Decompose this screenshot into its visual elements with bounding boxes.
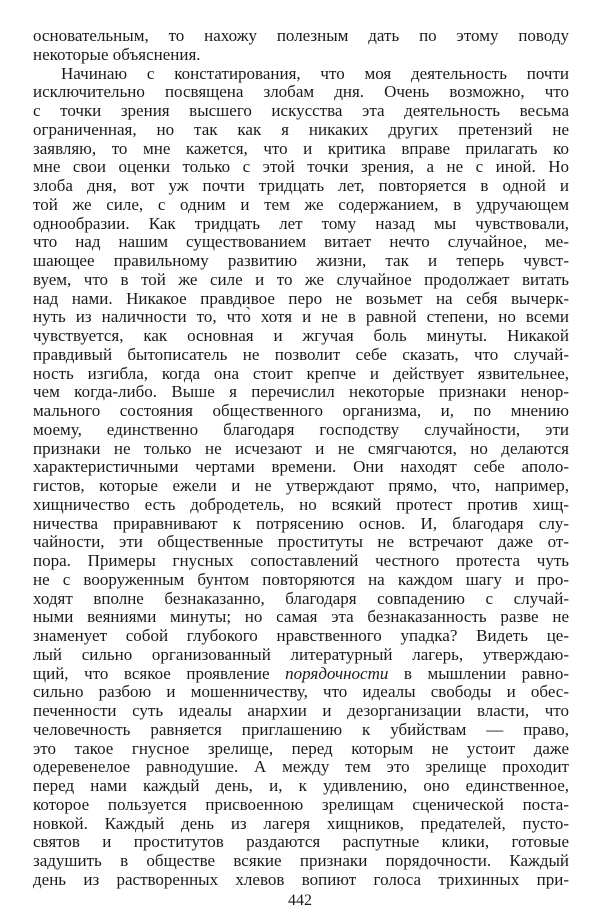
text-line: исключительно посвящена злобам дня. Очень возможно, что bbox=[33, 82, 569, 102]
text-line: перед нами каждый день, и, к удивлению, оно единственное, bbox=[33, 776, 569, 795]
text-line: ходят вполне безнаказанно, благодаря совпадению с случай- bbox=[33, 588, 569, 608]
text-line: мального состояния общественного организма, и, по мнению bbox=[33, 401, 569, 420]
text-line: пора. Примеры гнусных сопоставлений честного протеста чуть bbox=[33, 551, 569, 570]
text-line: которое пользуется присвоенною зрелищам сценической поста- bbox=[33, 794, 569, 814]
text-line: святов и проститутов раздаются распутные клики, готовые bbox=[33, 832, 569, 852]
text-line: сильно разбою и мошенничеству, что идеалы свободы и обес- bbox=[33, 682, 569, 702]
text-line: хищничество есть добродетель, но всякий протест против хищ- bbox=[33, 494, 569, 514]
text-line: чувствуется, как основная и жгучая боль минуты. Никакой bbox=[33, 326, 569, 345]
text-line: характеристичными чертами времени. Они находят себе аполо- bbox=[33, 457, 569, 477]
text-line: вуем, что в той же силе и то же случайное продолжает витать bbox=[33, 269, 569, 289]
text-line: ность изгибла, когда она стоит крепче и действует язвительнее, bbox=[33, 363, 569, 383]
page-number: 442 bbox=[288, 892, 312, 909]
text-line: с точки зрения высшего искусства эта деятельность весьма bbox=[33, 101, 569, 120]
text-line: знаменует собой глубокого нравственного упадка? Видеть це- bbox=[33, 626, 569, 645]
text-line: Начинаю с констатирования, что моя деятельность почти bbox=[61, 63, 569, 83]
text-line: шающее правильному развитию жизни, так и теперь чувст- bbox=[33, 251, 569, 270]
text-line: чем когда-либо. Выше я перечислил некоторые признаки ненор- bbox=[33, 382, 569, 402]
text-line: лый сильно организованный литературный лагерь, утверждаю- bbox=[33, 644, 569, 664]
text-line: некоторые объяснения. bbox=[33, 44, 201, 64]
text-line: задушить в обществе всякие признаки порядочности. Каждый bbox=[33, 851, 569, 870]
text-line: одеревенелое равнодушие. А между тем это зрелище проходит bbox=[33, 757, 569, 777]
text-line: новкой. Каждый день из лагеря хищников, предателей, пусто- bbox=[33, 813, 569, 833]
text-line: той же силе, с одним и тем же содержанием, в удручающем bbox=[33, 194, 569, 214]
text-segment: в мышлении равно- bbox=[388, 663, 569, 683]
page-body-text bbox=[33, 27, 569, 890]
text-line: чайности, эти общественные проституты не встречают даже от- bbox=[33, 532, 569, 552]
text-line: однообразии. Как тридцать лет тому назад мы чувствовали, bbox=[33, 213, 569, 233]
text-line: ными веяниями минуты; но самая эта безнаказанность разве не bbox=[33, 607, 569, 627]
text-line: ничества приравнивают к потрясению основ. И, благодаря слу- bbox=[33, 513, 569, 533]
text-line: признаки не только не исчезают и не смягчаются, но делаются bbox=[33, 438, 569, 458]
text-line: не с вооруженным бунтом повторяются на каждом шагу и про- bbox=[33, 569, 569, 589]
text-line: заявляю, то мне кажется, что и критика вправе прилагать ко bbox=[33, 138, 569, 158]
text-line: основательным, то нахожу полезным дать по этому поводу bbox=[33, 26, 569, 45]
text-line: ограниченная, но так как я никаких других претензий не bbox=[33, 119, 569, 139]
text-line: это такое гнусное зрелище, перед которым не устоит даже bbox=[33, 738, 569, 758]
text-line: гистов, которые ежели и не утверждают прямо, что, например, bbox=[33, 476, 569, 495]
text-line: день из растворенных хлевов вопиют голоса трихинных при- bbox=[33, 869, 569, 889]
text-line: над нами. Никакое правдивое перо не возьмет на себя вычерк- bbox=[33, 288, 569, 308]
emphasized-word: порядочности bbox=[285, 663, 389, 683]
text-line bbox=[33, 665, 569, 684]
text-line: правдивый бытописатель не позволит себе сказать, что случай- bbox=[33, 344, 569, 364]
text-line: печенности суть идеалы анархии и дезорганизации власти, что bbox=[33, 701, 569, 720]
text-line: нуть из наличности то, что̀ хотя и не в равной степени, но всеми bbox=[33, 307, 569, 327]
text-line: злоба дня, вот уж почти тридцать лет, повторяется в одной и bbox=[33, 176, 569, 195]
text-segment: щий, что всякое проявление bbox=[33, 663, 286, 683]
text-line: человечность равняется приглашению к убийствам — право, bbox=[33, 719, 569, 739]
text-line: моему, единственно благодаря господству случайности, эти bbox=[33, 419, 569, 439]
text-line: что над нашим существованием витает нечто случайное, ме- bbox=[33, 232, 569, 252]
text-line: мне свои оценки только с этой точки зрения, а не с иной. Но bbox=[33, 157, 569, 177]
